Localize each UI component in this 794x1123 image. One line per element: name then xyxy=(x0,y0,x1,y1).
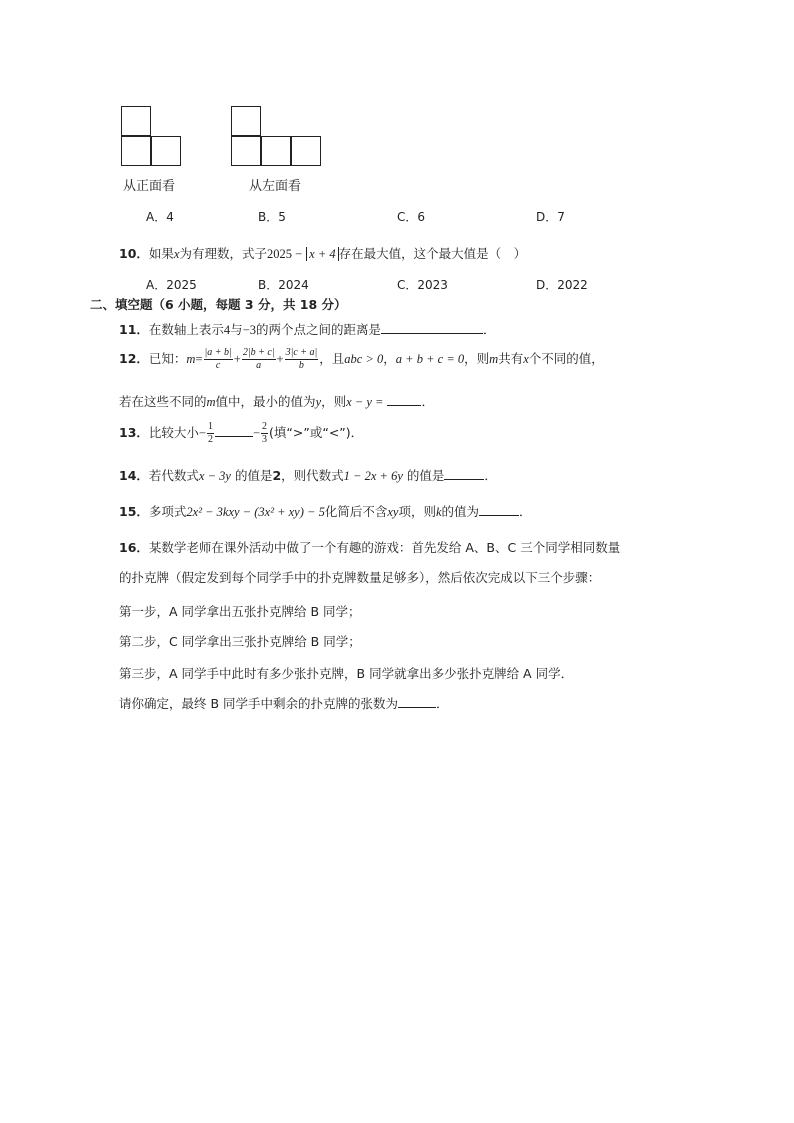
front-view-figure xyxy=(121,106,183,168)
question-16-line-2: 的扑克牌（假定发到每个同学手中的扑克牌数量足够多），然后依次完成以下三个步骤： xyxy=(119,570,601,585)
left-cell-bottom-3 xyxy=(291,136,321,166)
left-view-figure xyxy=(231,106,323,168)
question-12-line-2: 若在这些不同的m值中，最小的值为y，则x − y = ． xyxy=(119,394,434,409)
q15-answer-blank[interactable] xyxy=(479,503,519,516)
question-16-line-5: 第三步，A 同学手中此时有多少张扑克牌，B 同学就拿出多少张扑克牌给 A 同学． xyxy=(119,666,574,681)
front-cell-bottom-right xyxy=(151,136,181,166)
left-cell-top xyxy=(231,106,261,136)
q16-answer-blank[interactable] xyxy=(398,695,436,708)
q13-answer-blank[interactable] xyxy=(215,424,253,437)
q12-fraction-2: $\frac{2|b + c|}{a}$ xyxy=(242,347,275,371)
question-10: 10．如果x为有理数，式子2025 − x + 4 存在最大值，这个最大值是（ ） xyxy=(119,246,527,261)
q9-option-a[interactable]: A．4 xyxy=(146,210,174,224)
q10-option-d[interactable]: D．2022 xyxy=(536,278,588,292)
q9-option-d[interactable]: D．7 xyxy=(536,210,565,224)
q10-option-b[interactable]: B．2024 xyxy=(258,278,309,292)
left-cell-bottom-1 xyxy=(231,136,261,166)
q12-answer-blank[interactable] xyxy=(387,393,421,406)
question-14: 14．若代数式x − 3y 的值是2，则代数式1 − 2x + 6y 的值是 ． xyxy=(119,468,497,483)
q12-fraction-1: $\frac{|a + b|}{c}$ xyxy=(204,347,232,371)
section-2-heading: 二、填空题（6 小题，每题 3 分，共 18 分） xyxy=(90,297,347,312)
q14-answer-blank[interactable] xyxy=(444,467,484,480)
q13-fraction-1: $\frac{1}{2}$ xyxy=(207,421,213,445)
question-12: 12．已知：m= $\frac{|a + b|}{c}$ + $\frac{2|b + c|}{a}$ + $\frac{3|c + a|}{b}$ ，且abc > 0，a + b + c = 0，则m共有x个不同的值， xyxy=(119,347,604,371)
q12-fraction-3: $\frac{3|c + a|}{b}$ xyxy=(285,347,318,371)
question-16-line-3: 第一步，A 同学拿出五张扑克牌给 B 同学； xyxy=(119,604,361,619)
question-13: 13．比较大小− $\frac{1}{2}$ − $\frac{2}{3}$ (填“>”或“<”)． xyxy=(119,421,364,445)
front-cell-top xyxy=(121,106,151,136)
q9-option-b[interactable]: B．5 xyxy=(258,210,286,224)
left-cell-bottom-2 xyxy=(261,136,291,166)
q9-option-c[interactable]: C．6 xyxy=(397,210,426,224)
q13-fraction-2: $\frac{2}{3}$ xyxy=(262,421,268,445)
q10-option-a[interactable]: A．2025 xyxy=(146,278,197,292)
question-11: 11．在数轴上表示4与−3的两个点之间的距离是 ． xyxy=(119,322,496,337)
question-16-line-6: 请你确定，最终 B 同学手中剩余的扑克牌的张数为 ． xyxy=(119,696,449,711)
front-view-label: 从正面看 xyxy=(123,179,176,194)
q11-answer-blank[interactable] xyxy=(381,321,483,334)
question-16-line-4: 第二步，C 同学拿出三张扑克牌给 B 同学； xyxy=(119,634,361,649)
q10-option-c[interactable]: C．2023 xyxy=(397,278,448,292)
front-cell-bottom-left xyxy=(121,136,151,166)
left-view-label: 从左面看 xyxy=(249,179,302,194)
question-16-line-1: 16．某数学老师在课外活动中做了一个有趣的游戏：首先发给 A、B、C 三个同学相同数量 xyxy=(119,540,621,555)
question-15: 15．多项式2x² − 3kxy − (3x² + xy) − 5化简后不含xy项，则k的值为 ． xyxy=(119,504,532,519)
